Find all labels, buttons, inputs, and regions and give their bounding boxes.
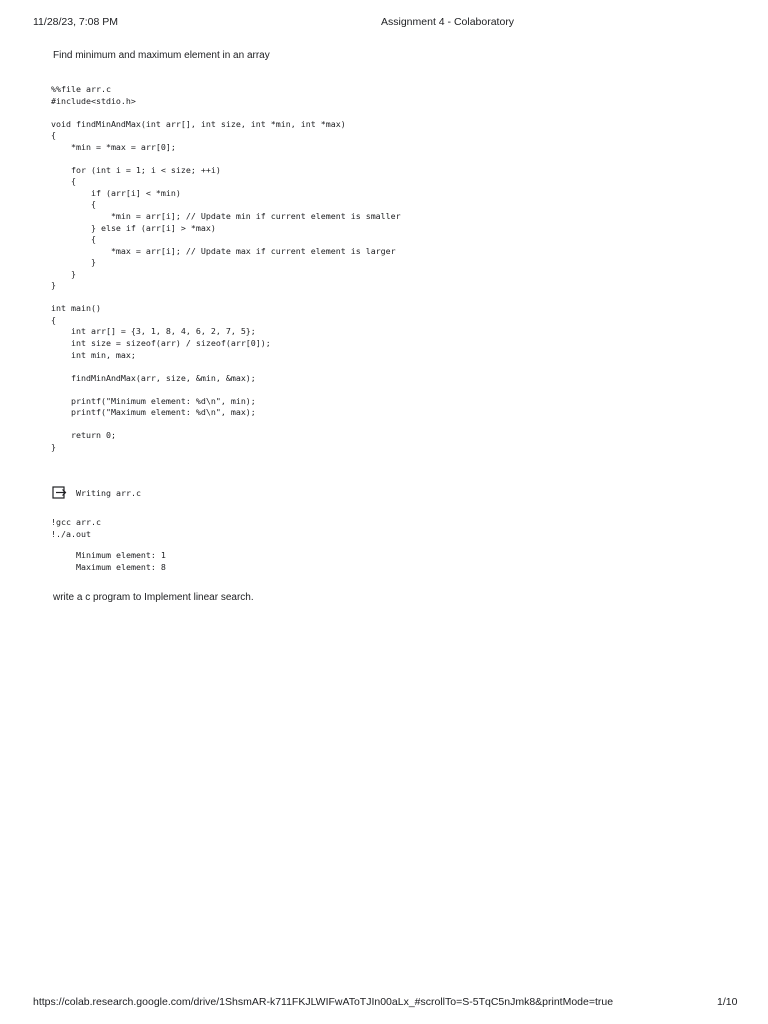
code-line: { xyxy=(51,314,56,325)
code-line: int min, max; xyxy=(51,349,136,360)
page-url: https://colab.research.google.com/drive/1ShsmAR-k711FKJLWIFwAToTJIn00aLx_#scrollTo=S-5TqC5nJmk8&printMode=true xyxy=(33,996,614,1008)
code-cell-compile-run[interactable] xyxy=(51,517,101,540)
code-line: printf("Maximum element: %d\n", max); xyxy=(51,407,256,418)
code-line: findMinAndMax(arr, size, &min, &max); xyxy=(51,372,256,383)
code-line xyxy=(51,419,401,431)
code-line: void findMinAndMax(int arr[], int size, int *min, int *max) xyxy=(51,118,346,129)
code-line: { xyxy=(51,199,96,210)
code-line: int size = sizeof(arr) / sizeof(arr[0]); xyxy=(51,338,271,349)
code-line xyxy=(51,292,401,304)
output-arrow-icon xyxy=(52,486,67,499)
page-number: 1/10 xyxy=(717,996,738,1008)
code-line: %%file arr.c xyxy=(51,84,111,94)
output-text: Writing arr.c xyxy=(76,487,141,498)
code-line xyxy=(51,384,401,396)
code-line xyxy=(51,361,401,373)
code-line: } else if (arr[i] > *max) xyxy=(51,222,216,233)
code-line: return 0; xyxy=(51,430,116,441)
code-line: } xyxy=(51,280,56,291)
print-datetime: 11/28/23, 7:08 PM xyxy=(33,16,119,28)
code-line: { xyxy=(51,130,56,141)
code-line xyxy=(51,107,401,119)
page-title: Assignment 4 - Colaboratory xyxy=(381,16,515,28)
code-line: { xyxy=(51,234,96,245)
code-line: #include<stdio.h> xyxy=(51,95,136,106)
code-line: *min = *max = arr[0]; xyxy=(51,141,176,152)
text-cell-heading: Find minimum and maximum element in an array xyxy=(53,50,270,61)
cell-output-writing xyxy=(52,486,141,499)
code-line: for (int i = 1; i < size; ++i) xyxy=(51,164,221,175)
code-line: printf("Minimum element: %d\n", min); xyxy=(51,395,256,406)
code-line: } xyxy=(51,268,76,279)
text-cell-linear-search: write a c program to Implement linear search. xyxy=(53,592,254,603)
code-line: *max = arr[i]; // Update max if current element is larger xyxy=(51,245,396,256)
code-line xyxy=(51,153,401,165)
output-line: Maximum element: 8 xyxy=(76,561,166,572)
code-line: !./a.out xyxy=(51,528,91,539)
code-line: !gcc arr.c xyxy=(51,517,101,527)
output-line: Minimum element: 1 xyxy=(76,550,166,560)
code-line: int arr[] = {3, 1, 8, 4, 6, 2, 7, 5}; xyxy=(51,326,256,337)
code-line: int main() xyxy=(51,303,101,314)
code-line: } xyxy=(51,441,56,452)
code-line: *min = arr[i]; // Update min if current element is smaller xyxy=(51,211,401,222)
code-line: { xyxy=(51,176,76,187)
code-line: if (arr[i] < *min) xyxy=(51,187,181,198)
code-cell-arr-c[interactable] xyxy=(51,84,401,454)
code-line: } xyxy=(51,257,96,268)
cell-output-result xyxy=(76,550,166,573)
